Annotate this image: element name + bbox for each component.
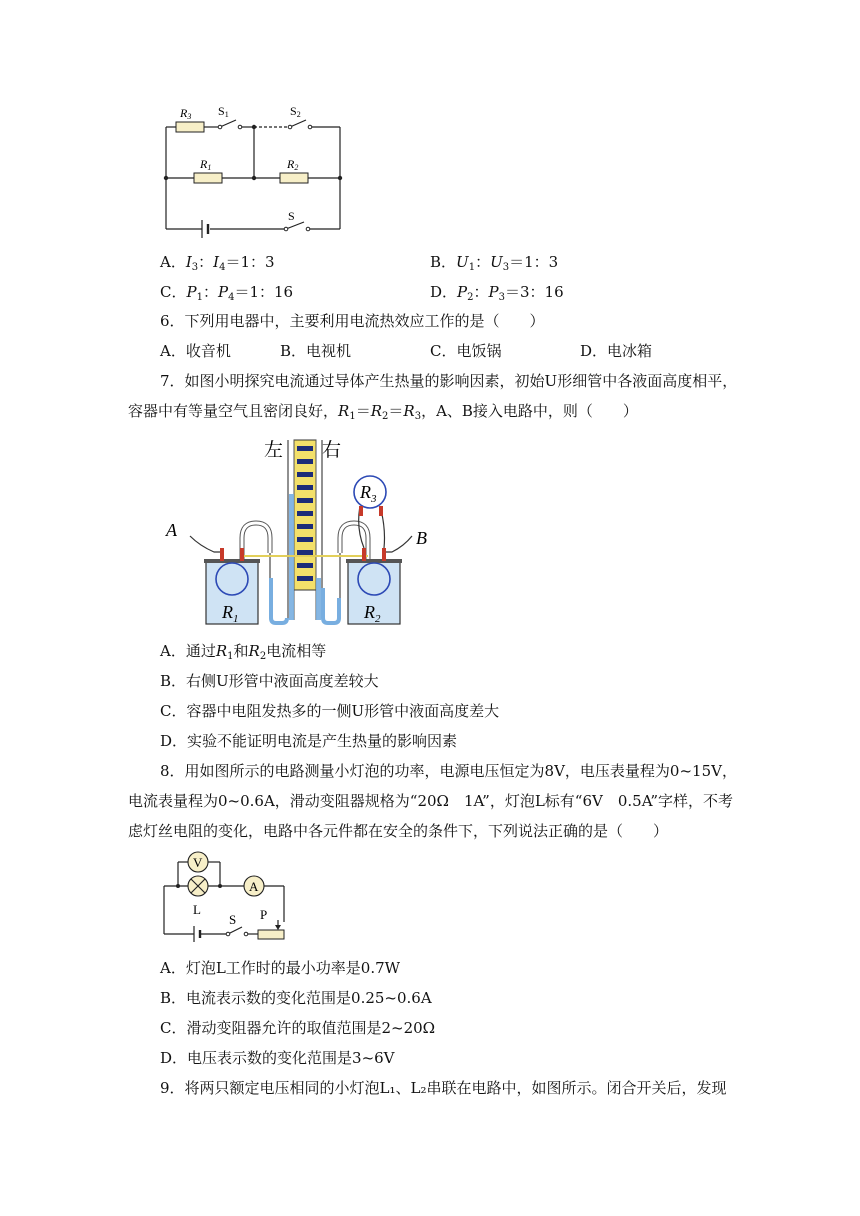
q5-option-d: D．$P_2$：$P_3=3$：16 <box>430 283 564 303</box>
q7-label-r2: $R_2$ <box>364 602 381 625</box>
q8-question-line3: 虑灯丝电阻的变化，电路中各元件都在安全的条件下，下列说法正确的是（ ） <box>128 822 669 840</box>
q7-label-right: 右 <box>322 440 342 461</box>
q5-label-s: S <box>288 209 295 223</box>
q7-label-left: 左 <box>264 440 284 461</box>
q6-option-a: A．收音机 <box>160 342 231 360</box>
q8-option-c: C．滑动变阻器允许的取值范围是2~20Ω <box>160 1019 436 1037</box>
q5-resistor-r1 <box>194 173 222 183</box>
q8-label-l: L <box>193 902 201 917</box>
q6-option-c: C．电饭锅 <box>430 342 502 360</box>
q7-option-a: A．通过$R_1$和$R_2$电流相等 <box>160 642 327 662</box>
q7-option-c: C．容器中电阻发热多的一侧U形管中液面高度差大 <box>160 702 500 720</box>
q8-circuit-diagram <box>160 848 295 944</box>
q7-label-r1: $R_1$ <box>222 602 239 625</box>
q9-question-line1: 9．将两只额定电压相同的小灯泡L₁、L₂串联在电路中，如图所示。闭合开关后，发现 <box>160 1079 727 1097</box>
q8-question-line2: 电流表量程为0~0.6A，滑动变阻器规格为“20Ω 1A”，灯泡L标有“6V 0.5A”字样，不考 <box>128 792 733 810</box>
q8-label-a: A <box>249 879 259 894</box>
q5-label-r3: R3 <box>180 106 192 121</box>
q6-option-d: D．电冰箱 <box>580 342 653 360</box>
q8-option-a: A．灯泡L工作时的最小功率是0.7W <box>160 959 401 977</box>
q5-option-b: B．$U_1$：$U_3=1$：3 <box>430 253 559 273</box>
q5-circuit-diagram <box>150 100 350 245</box>
q7-label-a: A <box>166 520 177 540</box>
q7-label-r3: $R_3$ <box>360 482 377 505</box>
q8-label-p: P <box>260 907 268 922</box>
q7-option-b: B．右侧U形管中液面高度差较大 <box>160 672 379 690</box>
q7-question-line1: 7．如图小明探究电流通过导体产生热量的影响因素，初始U形细管中各液面高度相平， <box>160 372 738 390</box>
q5-label-s1: S1 <box>218 104 229 119</box>
q7-option-d: D．实验不能证明电流是产生热量的影响因素 <box>160 732 458 750</box>
q8-question-line1: 8．用如图所示的电路测量小灯泡的功率，电源电压恒定为8V，电压表量程为0~15V， <box>160 762 737 780</box>
q7-question-line2: 容器中有等量空气且密闭良好，$R_1=R_2=R_3$，A、B接入电路中，则（ ） <box>128 402 638 422</box>
q8-option-b: B．电流表示数的变化范围是0.25~0.6A <box>160 989 432 1007</box>
q6-question: 6．下列用电器中，主要利用电流热效应工作的是（ ） <box>160 312 545 330</box>
q5-label-s2: S2 <box>290 104 301 119</box>
q5-option-a: A．$I_3$：$I_4=1$：3 <box>160 253 275 273</box>
q5-resistor-r3 <box>176 122 204 132</box>
q6-option-b: B．电视机 <box>280 342 352 360</box>
q7-label-b: B <box>416 528 427 548</box>
q5-option-c: C．$P_1$：$P_4=1$：16 <box>160 283 294 303</box>
q5-resistor-r2 <box>280 173 308 183</box>
q8-label-v: V <box>193 855 203 870</box>
q5-label-r2: R2 <box>287 157 299 172</box>
q8-option-d: D．电压表示数的变化范围是3~6V <box>160 1049 395 1067</box>
q7-experiment-figure <box>160 428 440 630</box>
q8-label-s: S <box>229 912 237 927</box>
q5-label-r1: R1 <box>200 157 212 172</box>
